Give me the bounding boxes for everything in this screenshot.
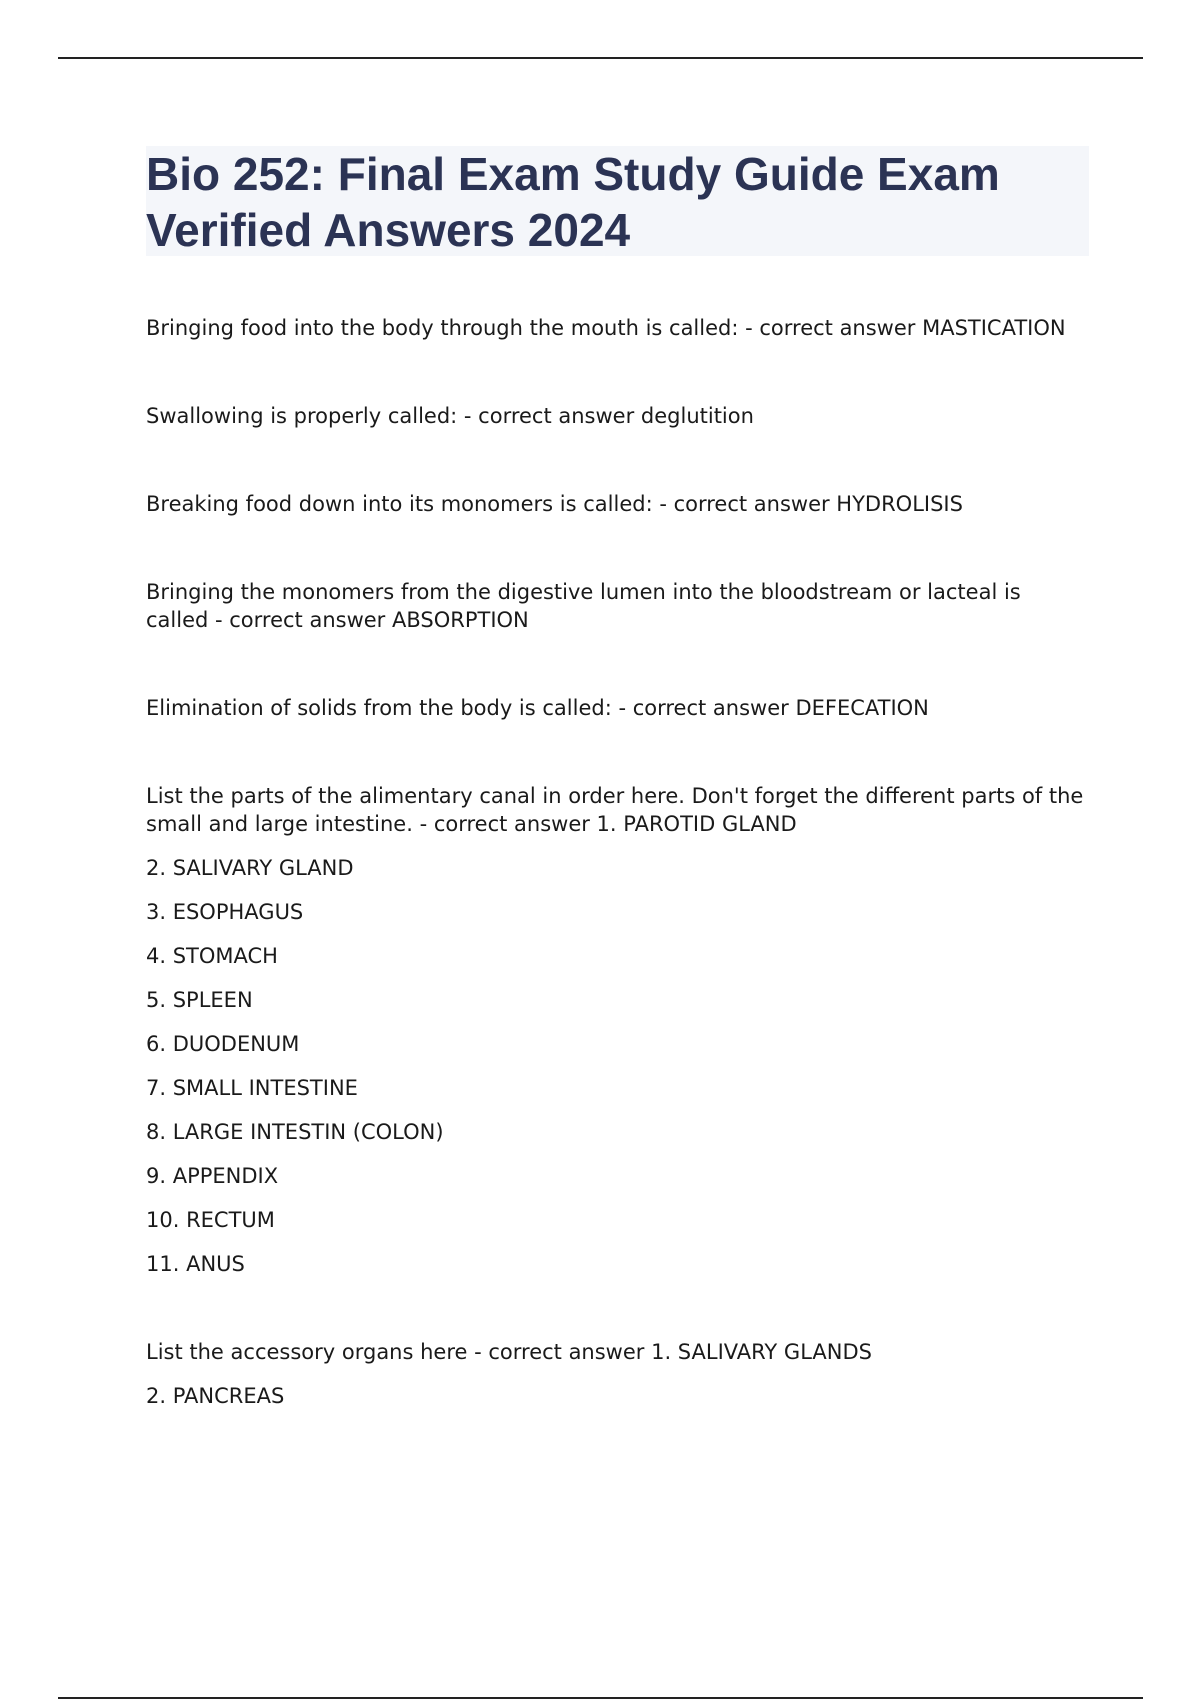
qa-text: Elimination of solids from the body is called: - correct answer DEFECATION [146, 696, 929, 720]
qa-item [146, 314, 1086, 342]
answer-continuation [146, 854, 1086, 1278]
qa-item [146, 578, 1086, 634]
answer-line: 4. STOMACH [146, 944, 278, 968]
qa-item [146, 402, 1086, 430]
qa-item [146, 782, 1086, 1278]
answer-continuation [146, 1382, 1086, 1410]
answer-line: 6. DUODENUM [146, 1032, 300, 1056]
qa-text: Swallowing is properly called: - correct answer deglutition [146, 404, 754, 428]
answer-line: 2. PANCREAS [146, 1384, 285, 1408]
top-rule [58, 57, 1143, 59]
answer-line: 8. LARGE INTESTIN (COLON) [146, 1120, 444, 1144]
bottom-rule [58, 1697, 1143, 1699]
answer-line: 9. APPENDIX [146, 1164, 279, 1188]
answer-line: 5. SPLEEN [146, 988, 253, 1012]
qa-text: Bringing the monomers from the digestive lumen into the bloodstream or lacteal is called - correct answer ABSORPTION [146, 580, 1021, 632]
qa-item [146, 1338, 1086, 1410]
qa-text: Breaking food down into its monomers is called: - correct answer HYDROLISIS [146, 492, 963, 516]
title-block [146, 146, 1089, 256]
answer-line: 7. SMALL INTESTINE [146, 1076, 358, 1100]
qa-list [146, 314, 1086, 1470]
qa-text: List the parts of the alimentary canal in order here. Don't forget the different parts of the small and large intestine. - correct answer 1. PAROTID GLAND [146, 784, 1084, 836]
qa-text: List the accessory organs here - correct answer 1. SALIVARY GLANDS [146, 1340, 872, 1364]
answer-line: 2. SALIVARY GLAND [146, 856, 354, 880]
qa-item [146, 490, 1086, 518]
qa-text: Bringing food into the body through the mouth is called: - correct answer MASTICATION [146, 316, 1066, 340]
answer-line: 10. RECTUM [146, 1208, 275, 1232]
document-title: Bio 252: Final Exam Study Guide Exam Verified Answers 2024 [146, 148, 1000, 256]
answer-line: 11. ANUS [146, 1252, 245, 1276]
answer-line: 3. ESOPHAGUS [146, 900, 304, 924]
qa-item [146, 694, 1086, 722]
